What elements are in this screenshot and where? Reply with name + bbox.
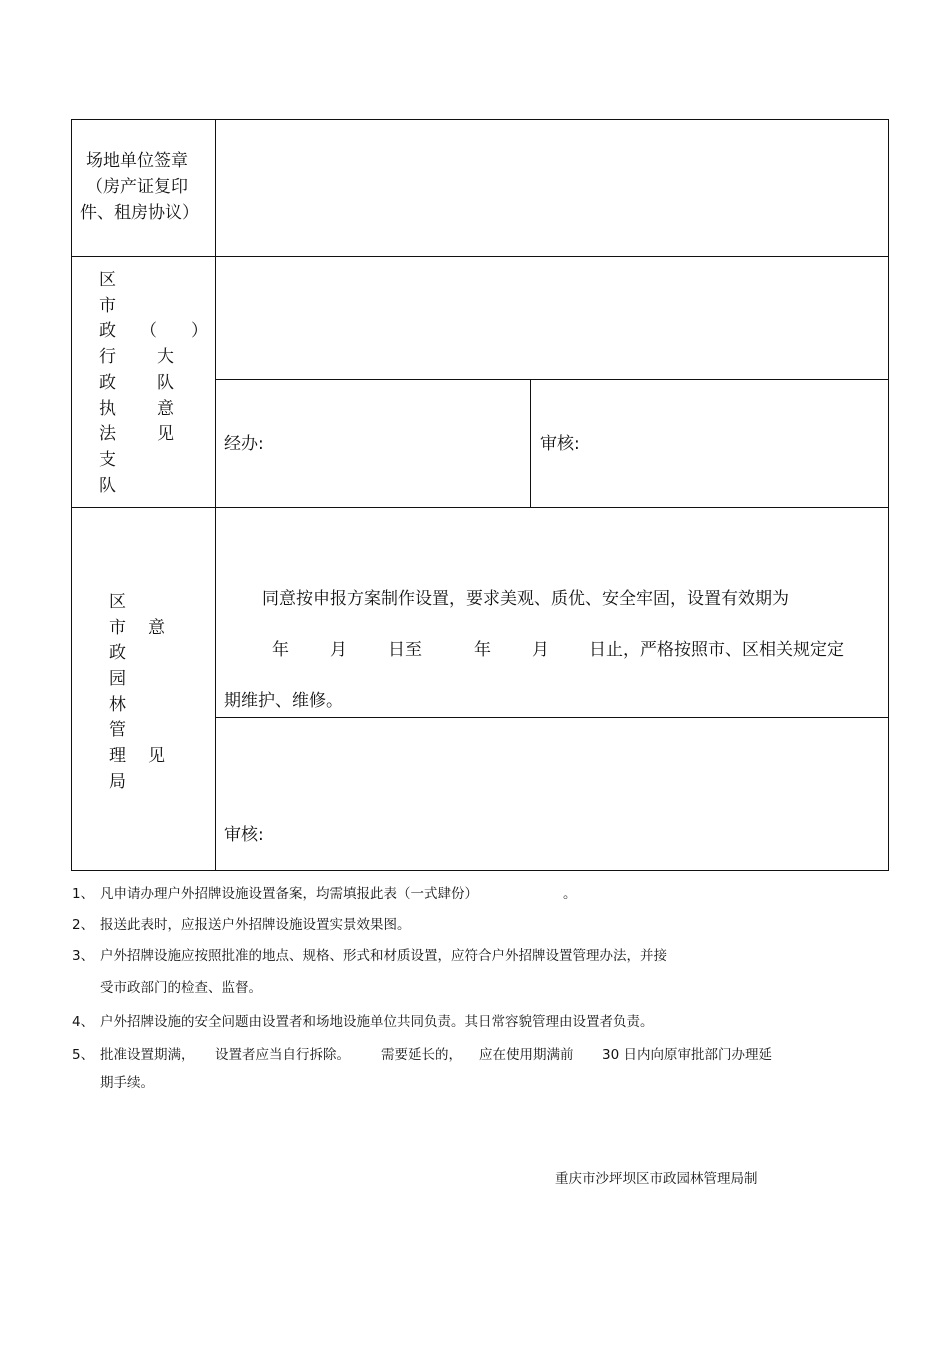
note-text: 需要延长的， [381, 1047, 462, 1063]
enforcement-opinion-field[interactable] [216, 257, 888, 379]
note-text: 受市政部门的检查、监督。 [100, 980, 262, 996]
note-text: 设置者应当自行拆除。 [215, 1047, 350, 1063]
bureau-reviewer-label: 审核: [224, 825, 264, 845]
note-text: 30 日内向原审批部门办理延 [602, 1047, 772, 1063]
approval-text-line3: 期维护、维修。 [224, 691, 343, 711]
site-unit-seal-label-3: 件、租房协议） [80, 203, 199, 223]
note-number: 2、 [72, 917, 95, 933]
reviewer-label: 审核: [540, 434, 580, 454]
note-text: 凡申请办理户外招牌设施设置备案，均需填报此表（一式肆份） [100, 886, 478, 902]
note-text: 户外招牌设施的安全问题由设置者和场地设施单位共同负责。其日常容貌管理由设置者负责。 [100, 1014, 654, 1030]
note-text: 期手续。 [100, 1075, 154, 1091]
handler-label: 经办: [224, 434, 264, 454]
note-number: 1、 [72, 886, 95, 902]
row-divider-4 [215, 717, 889, 718]
note-number: 4、 [72, 1014, 95, 1030]
note-text: 户外招牌设施应按照批准的地点、规格、形式和材质设置，应符合户外招牌设置管理办法，并接 [100, 948, 667, 964]
approval-text-line1: 同意按申报方案制作设置，要求美观、质优、安全牢固，设置有效期为 [262, 589, 789, 609]
note-text: 。 [563, 886, 577, 902]
note-text: 批准设置期满， [100, 1047, 195, 1063]
note-number: 3、 [72, 948, 95, 964]
issuer-footer: 重庆市沙坪坝区市政园林管理局制 [555, 1171, 758, 1187]
note-text: 应在使用期满前 [479, 1047, 574, 1063]
site-unit-seal-label: 场地单位签章 [86, 151, 188, 171]
site-unit-seal-label-2: （房产证复印 [86, 177, 188, 197]
note-text: 报送此表时，应报送户外招牌设施设置实景效果图。 [100, 917, 411, 933]
form-table [71, 119, 889, 871]
row-divider-2 [215, 379, 889, 380]
row2-split-divider [530, 379, 531, 507]
label-column-divider [215, 119, 216, 871]
row-divider-3 [71, 507, 889, 508]
note-number: 5、 [72, 1047, 95, 1063]
